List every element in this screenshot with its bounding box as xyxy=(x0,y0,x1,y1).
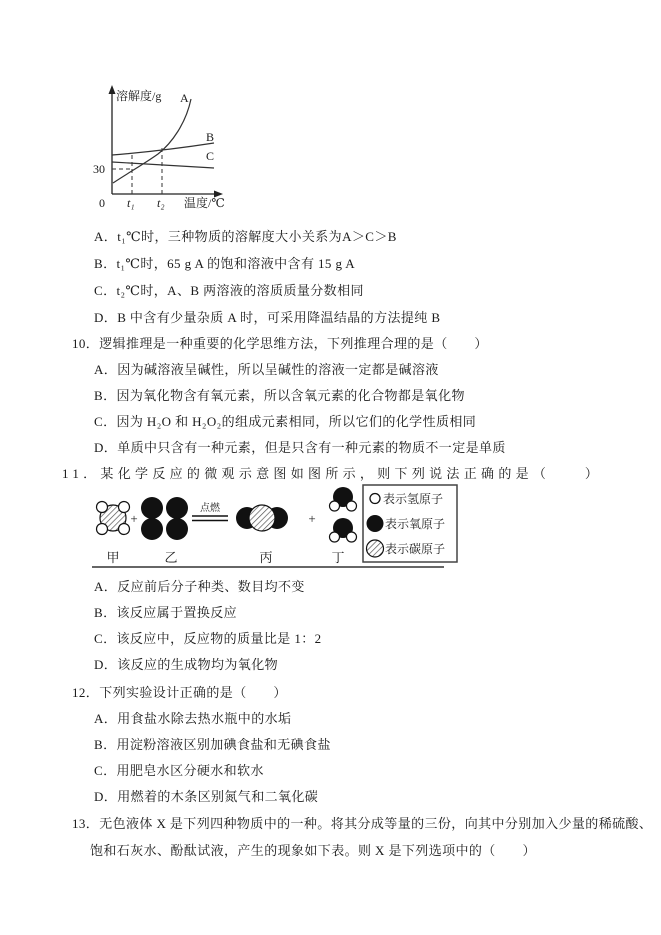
oxygen-atom-icon xyxy=(166,497,188,519)
q13-stem-line2: 饱和石灰水、酚酞试液，产生的现象如下表。则 X 是下列选项中的（ ） xyxy=(90,843,536,858)
molecule-label-yi: 乙 xyxy=(164,550,178,565)
q13-stem-line1: 13．无色液体 X 是下列四种物质中的一种。将其分成等量的三份，向其中分别加入少量的稀硫酸、 xyxy=(72,816,653,831)
q9-option-c: C．t₂℃时，A、B 两溶液的溶质质量分数相同 xyxy=(94,283,364,298)
solubility-chart-figure xyxy=(90,85,260,211)
curve-a xyxy=(113,99,191,183)
q10-option-c: C．因为 H₂O 和 H₂O₂的组成元素相同，所以它们的化学性质相同 xyxy=(94,414,477,429)
carbon-atom-icon xyxy=(249,505,275,531)
origin-label: 0 xyxy=(99,196,105,210)
legend-carbon-label: 表示碳原子 xyxy=(385,542,446,556)
hydrogen-atom-icon xyxy=(330,501,340,511)
oxygen-atom-icon xyxy=(141,497,163,519)
curve-c xyxy=(112,162,214,168)
q11-stem: 11．某化学反应的微观示意图如图所示，则下列说法正确的是（ ） xyxy=(62,466,603,481)
hydrogen-atom-icon xyxy=(97,502,108,513)
molecule-label-ding: 丁 xyxy=(331,550,345,565)
carbon-atom-icon xyxy=(367,540,384,557)
hydrogen-atom-icon xyxy=(347,532,357,542)
xtick-t2: t₂ xyxy=(157,196,165,210)
oxygen-molecules xyxy=(141,497,188,540)
oxygen-atom-icon xyxy=(141,518,163,540)
methane-molecule xyxy=(97,502,130,535)
water-molecules xyxy=(330,487,357,542)
molecule-label-jia: 甲 xyxy=(106,550,120,565)
hydrogen-atom-icon xyxy=(97,524,108,535)
q13-stem xyxy=(0,810,661,864)
solubility-chart xyxy=(90,85,260,211)
q9-option-a: A．t₁℃时，三种物质的溶解度大小关系为A＞C＞B xyxy=(94,229,397,244)
ytick-30: 30 xyxy=(93,162,105,176)
curve-c-label: C xyxy=(206,149,215,163)
q9-option-b: B．t₁℃时，65 g A 的饱和溶液中含有 15 g A xyxy=(94,256,356,271)
reaction-condition-label: 点燃 xyxy=(200,503,220,514)
y-axis-arrow-icon xyxy=(109,85,116,94)
q12-stem: 12．下列实验设计正确的是（ ） xyxy=(72,685,287,700)
reaction-diagram-figure xyxy=(88,484,460,570)
q12-option-b: B．用淀粉溶液区别加碘食盐和无碘食盐 xyxy=(94,737,331,752)
q11-option-a: A．反应前后分子种类、数目均不变 xyxy=(94,579,305,594)
q10-option-b: B．因为氧化物含有氧元素，所以含氧元素的化合物都是氧化物 xyxy=(94,388,465,403)
chart-xlabel: 温度/℃ xyxy=(184,196,225,210)
q12-option-d: D．用燃着的木条区别氮气和二氧化碳 xyxy=(94,789,319,804)
q9-option-d: D．B 中含有少量杂质 A 时，可采用降温结晶的方法提纯 B xyxy=(94,310,441,325)
q12-option-a: A．用食盐水除去热水瓶中的水垢 xyxy=(94,711,292,726)
q10-option-d: D．单质中只含有一种元素，但是只含有一种元素的物质不一定是单质 xyxy=(94,440,506,455)
molecule-label-bing: 丙 xyxy=(259,550,273,565)
legend-hydrogen-label: 表示氢原子 xyxy=(383,492,444,506)
chart-ylabel: 溶解度/g xyxy=(116,89,162,103)
reaction-micro-diagram xyxy=(88,484,460,570)
hydrogen-atom-icon xyxy=(119,524,130,535)
q11-option-b: B．该反应属于置换反应 xyxy=(94,605,238,620)
plus-sign: + xyxy=(130,511,138,526)
q12-option-c: C．用肥皂水区分硬水和软水 xyxy=(94,763,264,778)
q11-option-d: D．该反应的生成物均为氧化物 xyxy=(94,657,278,672)
hydrogen-atom-icon xyxy=(370,494,380,504)
curve-a-label: A xyxy=(180,91,189,105)
oxygen-atom-icon xyxy=(367,515,384,532)
legend-oxygen-label: 表示氧原子 xyxy=(385,517,446,531)
curve-b-label: B xyxy=(206,130,215,144)
hydrogen-atom-icon xyxy=(330,532,340,542)
hydrogen-atom-icon xyxy=(119,502,130,513)
reaction-arrow xyxy=(192,516,228,521)
hydrogen-atom-icon xyxy=(347,501,357,511)
plus-sign: + xyxy=(308,511,316,526)
q11-option-c: C．该反应中，反应物的质量比是 1：2 xyxy=(94,631,322,646)
carbon-dioxide-molecule xyxy=(236,505,288,531)
oxygen-atom-icon xyxy=(166,518,188,540)
xtick-t1: t₁ xyxy=(127,196,135,210)
q10-stem: 10．逻辑推理是一种重要的化学思维方法，下列推理合理的是（ ） xyxy=(72,336,488,351)
q10-option-a: A．因为碱溶液呈碱性，所以呈碱性的溶液一定都是碱溶液 xyxy=(94,362,439,377)
legend-box xyxy=(363,485,457,562)
